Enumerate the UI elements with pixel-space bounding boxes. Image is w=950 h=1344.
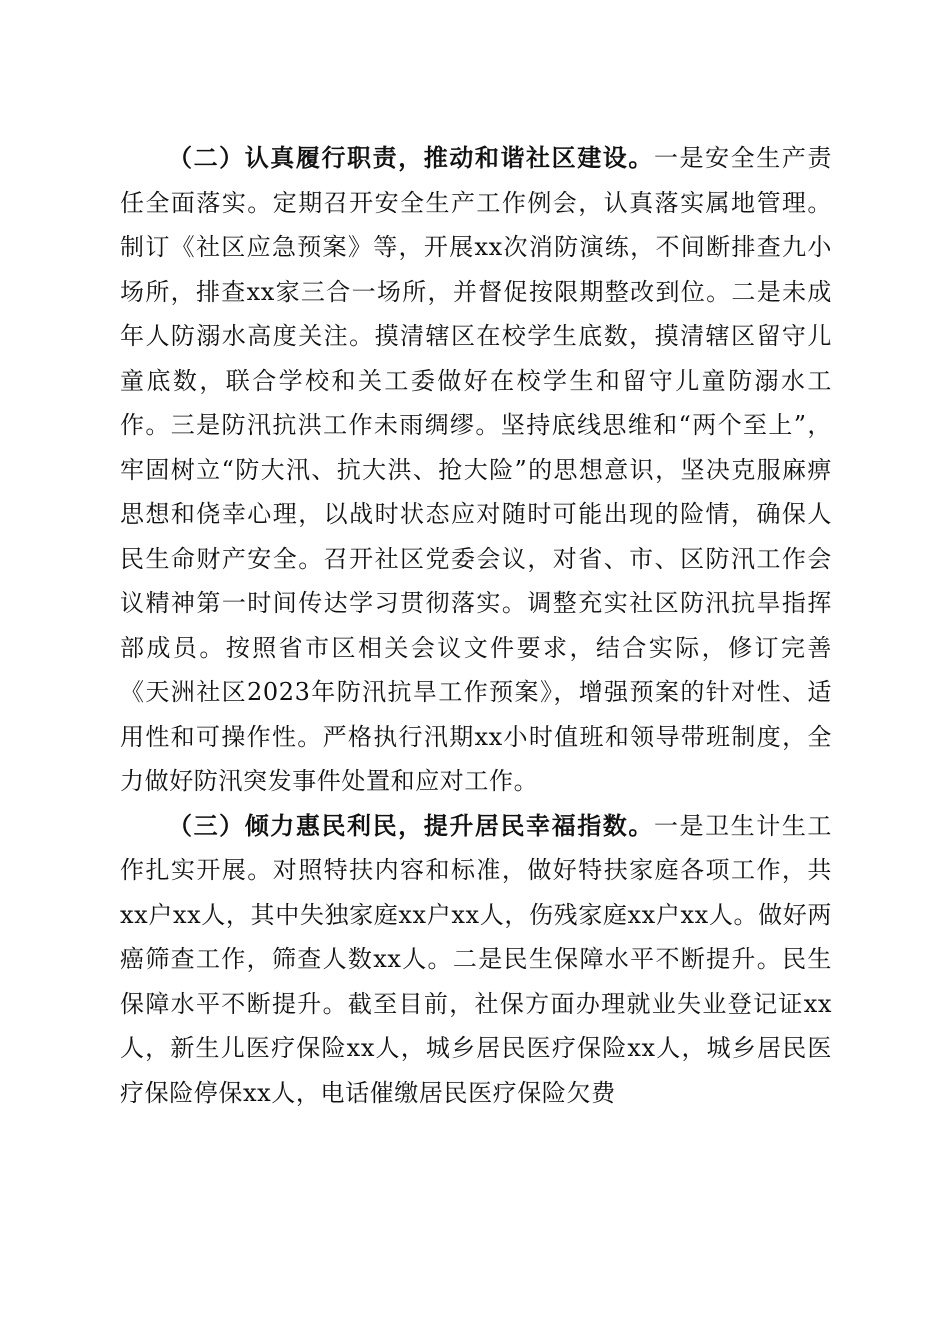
paragraph-community-safety <box>120 136 832 804</box>
paragraph-text: 一是安全生产责任全面落实。定期召开安全生产工作例会，认真落实属地管理。制订《社区应急预案》等，开展xx次消防演练，不间断排查九小场所，排查xx家三合一场所，并督促按限期整改到位。二是未成年人防溺水高度关注。摸清辖区在校学生底数，摸清辖区留守儿童底数，联合学校和关工委做好在校学生和留守儿童防溺水工作。三是防汛抗洪工作未雨绸缪。坚持底线思维和“两个至上”，牢固树立“防大汛、抗大洪、抢大险”的思想意识，坚决克服麻痹思想和侥幸心理，以战时状态应对随时可能出现的险情，确保人民生命财产安全。召开社区党委会议，对省、市、区防汛工作会议精神第一时间传达学习贯彻落实。调整充实社区防汛抗旱指挥部成员。按照省市区相关会议文件要求，结合实际，修订完善《天洲社区2023年防汛抗旱工作预案》，增强预案的针对性、适用性和可操作性。严格执行汛期xx小时值班和领导带班制度，全力做好防汛突发事件处置和应对工作。 <box>120 144 832 795</box>
paragraph-text: 一是卫生计生工作扎实开展。对照特扶内容和标准，做好特扶家庭各项工作，共xx户xx人，其中失独家庭xx户xx人，伤残家庭xx户xx人。做好两癌筛查工作，筛查人数xx人。二是民生保障水平不断提升。民生保障水平不断提升。截至目前，社保方面办理就业失业登记证xx人，新生儿医疗保险xx人，城乡居民医疗保险xx人，城乡居民医疗保险停保xx人，电话催缴居民医疗保险欠费 <box>120 811 832 1107</box>
paragraph-heading: （二）认真履行职责，推动和谐社区建设。 <box>168 143 654 172</box>
paragraph-resident-welfare <box>120 804 832 1116</box>
document-body <box>120 136 832 1115</box>
paragraph-heading: （三）倾力惠民利民，提升居民幸福指数。 <box>168 810 654 840</box>
